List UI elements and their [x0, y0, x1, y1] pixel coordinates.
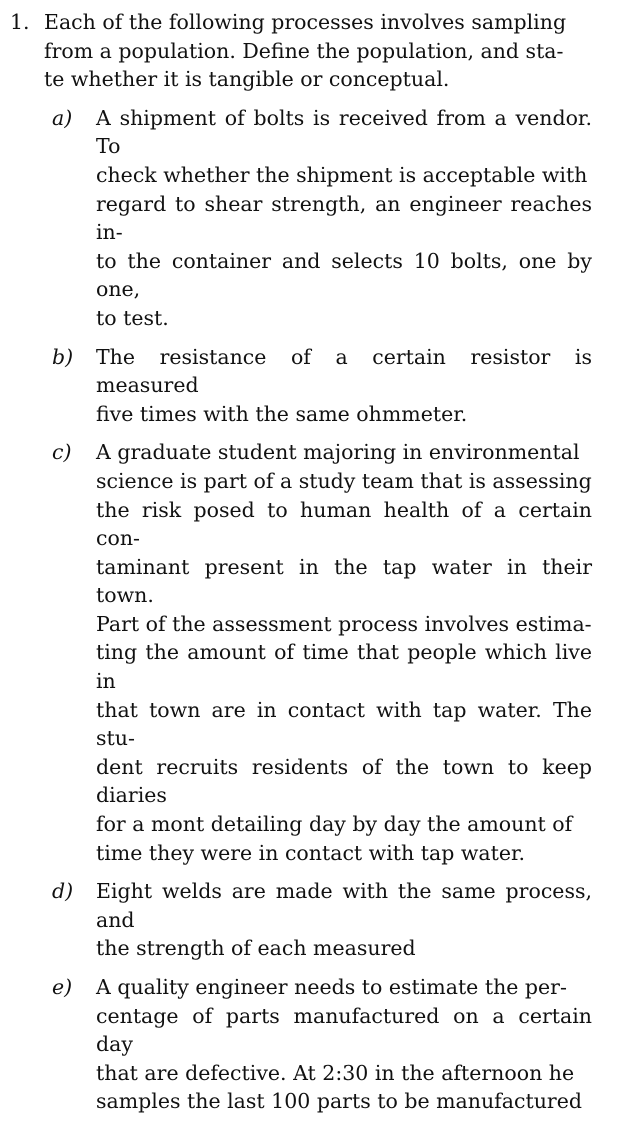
- subquestion-label: b): [52, 344, 74, 369]
- intro-line: from a population. Define the population, and sta-: [44, 38, 564, 63]
- subquestion-line: Part of the assessment process involves estima-: [96, 611, 592, 636]
- subquestion-c: [10, 438, 592, 867]
- subquestion-line: that are defective. At 2:30 in the afternoon he: [96, 1060, 575, 1085]
- subquestion-label: d): [52, 879, 74, 904]
- subquestion-line: The resistance of a certain resistor is measured: [96, 344, 592, 398]
- subquestion-line: the strength of each measured: [96, 936, 416, 961]
- subquestion-line: that town are in contact with tap water. The stu-: [96, 697, 592, 751]
- subquestion-line: samples the last 100 parts to be manufactured: [96, 1089, 582, 1114]
- intro-line: Each of the following processes involves sampling: [44, 10, 567, 34]
- subquestion-line: science is part of a study team that is assessing: [96, 468, 592, 493]
- subquestion-line: centage of parts manufactured on a certain day: [96, 1003, 592, 1057]
- subquestion-line: dent recruits residents of the town to keep diaries: [96, 754, 592, 808]
- subquestion-line: to test.: [96, 305, 169, 330]
- subquestion-line: A quality engineer needs to estimate the per-: [96, 975, 567, 999]
- subquestion-line: Eight welds are made with the same process, and: [96, 879, 592, 932]
- intro-line: te whether it is tangible or conceptual.: [44, 67, 450, 92]
- subquestion-line: ting the amount of time that people which live in: [96, 640, 592, 694]
- subquestion-label: c): [52, 440, 72, 465]
- subquestion-label: e): [52, 975, 73, 999]
- subquestion-b: [10, 343, 592, 429]
- problem-intro: [10, 8, 592, 94]
- subquestion-label: a): [52, 105, 73, 130]
- subquestion-line: to the container and selects 10 bolts, one by one,: [96, 248, 592, 302]
- subquestion-line: regard to shear strength, an engineer reaches in-: [96, 191, 592, 245]
- subquestion-d: [10, 877, 592, 963]
- subquestion-e: [10, 973, 592, 1116]
- subquestion-line: A shipment of bolts is received from a vendor. To: [96, 105, 592, 159]
- subquestion-a: [10, 104, 592, 333]
- subquestion-line: taminant present in the tap water in their town.: [96, 554, 592, 608]
- subquestion-list: [10, 104, 592, 1116]
- subquestion-line: check whether the shipment is acceptable with: [96, 162, 588, 187]
- exercise-problem-1: [10, 8, 592, 1126]
- subquestion-line: A graduate student majoring in environmental: [96, 440, 580, 465]
- subquestion-line: the risk posed to human health of a certain con-: [96, 497, 592, 551]
- subquestion-line: for a mont detailing day by day the amount of: [96, 812, 573, 837]
- subquestion-line: five times with the same ohmmeter.: [96, 401, 468, 426]
- subquestion-line: time they were in contact with tap water.: [96, 840, 526, 865]
- problem-number: 1.: [10, 10, 30, 34]
